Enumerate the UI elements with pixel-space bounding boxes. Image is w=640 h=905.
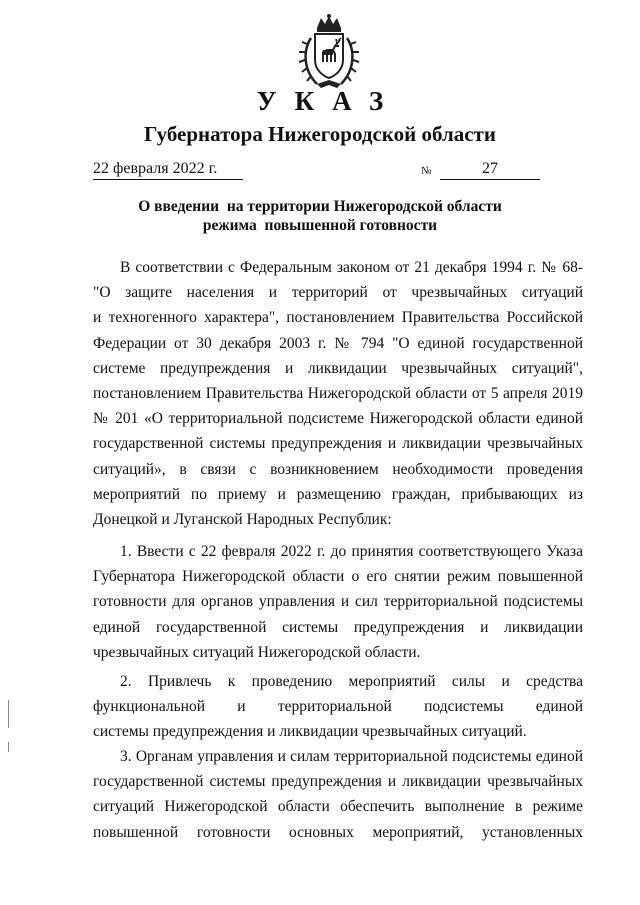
paragraph-item-2 <box>93 669 583 745</box>
document-heading <box>0 197 640 235</box>
text-line: ситуаций Нижегородской области обеспечить выполнение в режиме <box>93 798 583 816</box>
document-number: 27 <box>440 160 540 180</box>
document-title: УКАЗ <box>256 86 402 116</box>
text-line: готовности для органов управления и сил территориальной подсистемы <box>93 593 583 611</box>
text-line: чрезвычайных ситуаций Нижегородской области. <box>93 643 421 661</box>
text-line: единой государственной системы предупреждения и ликвидации <box>93 618 583 636</box>
text-line: 3. Органам управления и силам территориальной подсистемы единой <box>120 748 583 765</box>
text-line: № 201 «О территориальной подсистеме Нижегородской области единой <box>93 410 583 428</box>
text-line: постановлением Правительства Нижегородской области от 5 апреля 2019 <box>93 384 583 402</box>
text-line: 1. Ввести с 22 февраля 2022 г. до принятия соответствующего Указа <box>120 543 583 560</box>
text-line: государственной системы предупреждения и ликвидации чрезвычайных <box>93 773 583 791</box>
text-line: ситуаций», в связи с возникновением необходимости проведения <box>93 460 583 478</box>
text-line: и техногенного характера", постановлением Правительства Российской <box>93 309 583 327</box>
paragraph-item-1 <box>93 539 583 665</box>
scan-margin-mark <box>8 700 9 728</box>
text-line: государственной системы предупреждения и ликвидации чрезвычайных <box>93 435 583 453</box>
paragraph-preamble <box>93 255 583 532</box>
text-line: функциональной и территориальной подсистемы единой <box>93 698 583 716</box>
text-line: мероприятий по приему и размещению граждан, прибывающих из <box>93 485 583 503</box>
document-date: 22 февраля 2022 г. <box>93 160 243 180</box>
text-line: Донецкой и Луганской Народных Республик: <box>93 510 392 528</box>
paragraph-item-3 <box>93 744 583 845</box>
text-line: системы предупреждения и ликвидации чрезвычайных ситуаций. <box>93 723 527 741</box>
text-line: повышенной готовности основных мероприятий, установленных <box>93 823 583 841</box>
heading-line: режима повышенной готовности <box>202 217 438 234</box>
heading-line: О введении на территории Нижегородской области <box>138 198 502 215</box>
coat-of-arms-emblem <box>297 14 361 90</box>
text-line: 2. Привлечь к проведению мероприятий силы и средства <box>120 673 583 690</box>
number-sign: № <box>421 165 432 177</box>
text-line: В соответствии с Федеральным законом от 21 декабря 1994 г. № 68- <box>120 259 583 276</box>
text-line: "О защите населения и территорий от чрезвычайных ситуаций <box>93 284 583 302</box>
scan-margin-mark <box>8 742 9 752</box>
text-line: системе предупреждения и ликвидации чрезвычайных ситуаций", <box>93 359 583 377</box>
text-line: Федерации от 30 декабря 2003 г. № 794 "О единой государственной <box>93 334 583 352</box>
document-subtitle: Губернатора Нижегородской области <box>144 122 496 146</box>
text-line: Губернатора Нижегородской области о его снятии режим повышенной <box>93 568 583 586</box>
